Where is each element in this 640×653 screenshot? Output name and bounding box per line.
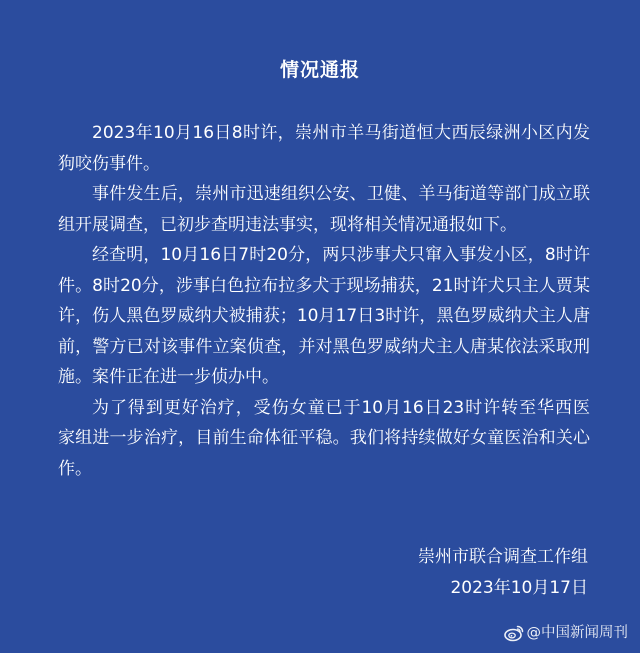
notice-title: 情况通报 (279, 59, 360, 81)
paragraph-1-line-2: 狗咬伤事件。 (58, 153, 160, 174)
watermark-text: @中国新闻周刊 (526, 625, 628, 641)
paragraph-1-line-1: 2023年10月16日8时许，崇州市羊马街道恒大西辰绿洲小区内发 (92, 123, 590, 143)
watermark (504, 622, 629, 644)
paragraph-4-line-1: 为了得到更好治疗，受伤女童已于10月16日23时许转至华西医 (92, 397, 590, 418)
paragraph-3-line-5: 施。案件正在进一步侦办中。 (58, 367, 279, 387)
paragraph-3-line-4: 前，警方已对该事件立案侦查，并对黑色罗威纳犬主人唐某依法采取刑 (58, 336, 590, 357)
paragraph-4-line-2: 家组进一步治疗，目前生命体征平稳。我们将持续做好女童医治和关心 (58, 428, 590, 448)
signature-block (418, 542, 588, 604)
notice-body (58, 118, 590, 484)
signature-date: 2023年10月17日 (450, 578, 588, 598)
weibo-icon (504, 624, 524, 642)
signature-organization: 崇州市联合调查工作组 (418, 547, 588, 567)
paragraph-4-line-3: 作。 (58, 458, 92, 479)
paragraph-2-line-1: 事件发生后，崇州市迅速组织公安、卫健、羊马街道等部门成立联 (92, 184, 590, 204)
paragraph-3-line-1: 经查明，10月16日7时20分，两只涉事犬只窜入事发小区，8时许 (92, 245, 590, 265)
paragraph-3-line-2: 件。8时20分，涉事白色拉布拉多犬于现场捕获，21时许犬只主人贾某 (58, 275, 590, 296)
paragraph-2-line-2: 组开展调查，已初步查明违法事实，现将相关情况通报如下。 (58, 214, 517, 235)
paragraph-3-line-3: 许，伤人黑色罗威纳犬被捕获；10月17日3时许，黑色罗威纳犬主人唐 (58, 306, 590, 326)
